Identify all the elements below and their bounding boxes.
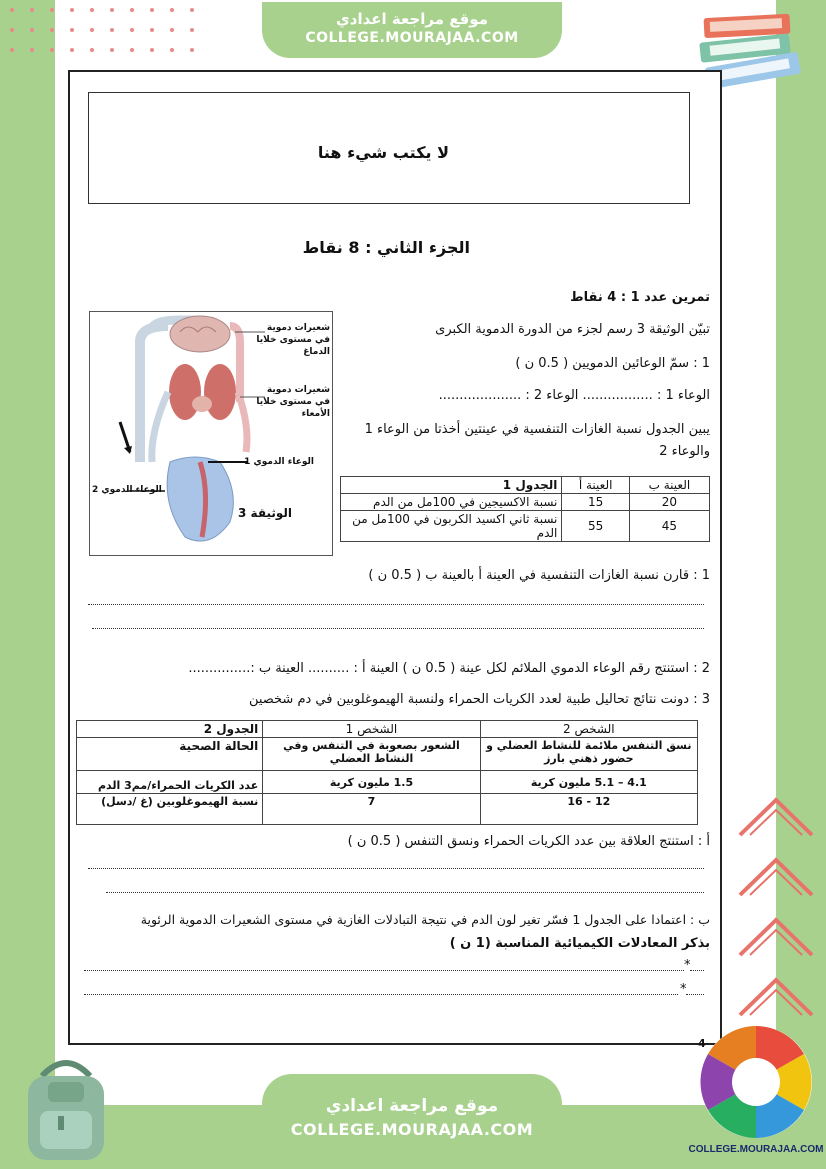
table-1-cell: 20 [629,494,709,511]
table-2-person-1: الشخص 1 [263,721,480,738]
table-2-cell: 4.1 – 5.1 مليون كرية [480,771,697,794]
table-1-title: الجدول 1 [341,477,562,494]
bullet-2: * [680,982,687,997]
page-number: 4 [698,1037,706,1050]
answer-line[interactable] [92,628,704,629]
question-6: ب : اعتمادا على الجدول 1 فسّر تغير لون الدم في نتيجة التبادلات الغازية في مستوى الشعيرات الدموية الرئوية [140,912,710,927]
table-2-cell: 7 [263,794,480,825]
question-2: 1 : قارن نسبة الغازات التنفسية في العينة أ بالعينة ب ( 0.5 ن ) [368,568,710,583]
table-2-person-2: الشخص 2 [480,721,697,738]
table-1-row-label: نسبة ثاني اكسيد الكربون في 100مل من الدم [341,511,562,542]
green-frame-left [0,0,55,1169]
table-2-cell: الشعور بصعوبة في التنفس وفي النشاط العضلي [263,738,480,771]
label-capillaries-brain: شعيرات دموية في مستوى خلايا الدماغ [256,323,330,357]
table-2-cell: 12 - 16 [480,794,697,825]
label-capillaries-intestine: شعيرات دموية في مستوى خلايا الأمعاء [256,385,330,419]
top-banner[interactable] [262,2,562,58]
question-4: 3 : دونت نتائج تحاليل طبية لعدد الكريات الحمراء ولنسبة الهيموغلوبين في دم شخصين [248,692,710,707]
backpack-icon [18,1056,114,1162]
table-2 [76,720,698,825]
table-1-col-b: العينة ب [629,477,709,494]
table-1-cell: 15 [562,494,629,511]
bottom-banner[interactable] [262,1074,562,1169]
table-1-cell: 55 [562,511,629,542]
exercise-title: تمرين عدد 1 : 4 نقاط [570,290,710,305]
label-vessel-1: الوعاء الدموي 1 [244,457,314,467]
answer-line[interactable] [690,970,704,971]
table-intro-1: يبين الجدول نسبة الغازات التنفسية في عينتين أخذتا من الوعاء 1 [364,422,710,437]
table-row [341,511,710,542]
table-2-cell: 1.5 مليون كرية [263,771,480,794]
answer-line[interactable] [84,970,684,971]
answer-line[interactable] [88,604,704,605]
answer-line[interactable] [686,994,704,995]
part-title: الجزء الثاني : 8 نقاط [302,238,470,257]
site-logo-icon [696,1022,816,1142]
table-row [77,794,698,825]
chevron-decoration [732,790,818,1040]
question-1-fill: الوعاء 1 : ................. الوعاء 2 : .................... [438,388,710,403]
intro-text: تبيّن الوثيقة 3 رسم لجزء من الدورة الدموية الكبرى [435,322,710,337]
logo-url[interactable]: COLLEGE.MOURAJAA.COM [688,1144,824,1155]
top-banner-url: COLLEGE.MOURAJAA.COM [305,30,519,46]
figure-caption: الوثيقة 3 [238,506,292,520]
table-row [77,738,698,771]
bottom-banner-title: موقع مراجعة اعدادي [325,1096,499,1116]
table-1 [340,476,710,542]
exam-page [68,70,722,1050]
table-2-title: الجدول 2 [77,721,263,738]
table-1-col-a: العينة أ [562,477,629,494]
answer-line[interactable] [106,892,704,893]
table-row [77,771,698,794]
answer-line[interactable] [88,868,704,869]
document-3-figure [89,311,333,556]
bottom-banner-url: COLLEGE.MOURAJAA.COM [290,1120,534,1139]
table-2-row-label: نسبة الهيموغلوبين (غ /دسل) [77,794,263,825]
table-2-cell: نسق التنفس ملائمة للنشاط العضلي و حضور ذهني بارز [480,738,697,771]
header-box [88,92,690,204]
question-5: أ : استنتج العلاقة بين عدد الكريات الحمراء ونسق التنفس ( 0.5 ن ) [347,834,710,849]
answer-line[interactable] [84,994,678,995]
decorative-dots [0,0,260,60]
question-6-bold: بذكر المعادلات الكيميائية المناسبة (1 ن ) [449,936,710,951]
bullet-1: * [684,958,691,973]
question-3: 2 : استنتج رقم الوعاء الدموي الملائم لكل عينة ( 0.5 ن ) العينة أ : .......... العينة ب :............... [188,661,710,676]
table-row [341,494,710,511]
table-intro-2: والوعاء 2 [659,444,710,459]
header-box-text: لا يكتب شيء هنا [317,143,449,162]
table-2-row-label: عدد الكريات الحمراء/مم3 الدم [77,771,263,794]
table-1-cell: 45 [629,511,709,542]
table-2-row-label: الحالة الصحية [77,738,263,771]
table-1-row-label: نسبة الاكسيجين في 100مل من الدم [341,494,562,511]
top-banner-title: موقع مراجعة اعدادي [336,10,488,28]
label-vessel-2: الوعاء الدموي 2 [92,485,162,495]
question-1: 1 : سمّ الوعائين الدمويين ( 0.5 ن ) [515,356,710,371]
